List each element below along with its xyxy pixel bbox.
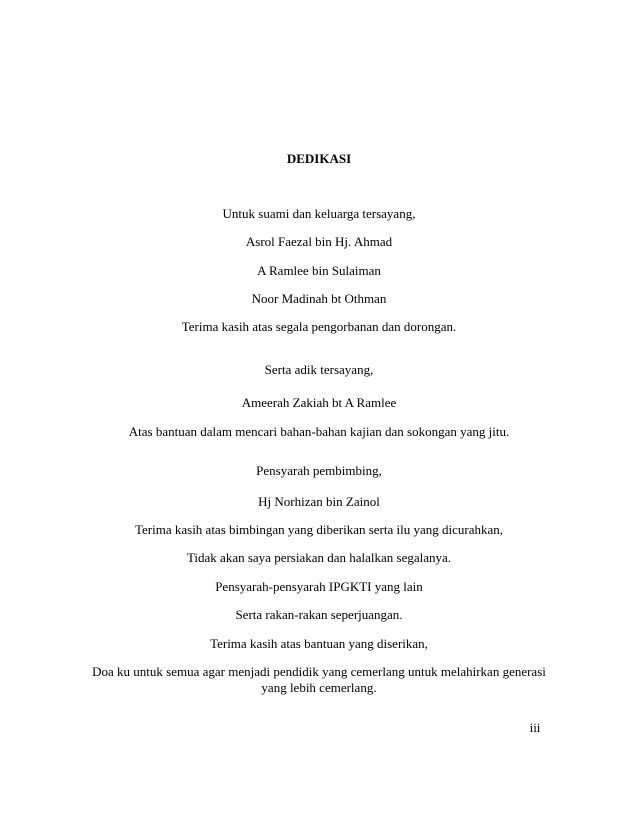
dedication-line: Tidak akan saya persiakan dan halalkan segalanya. [186,550,452,565]
dedication-line: Asrol Faezal bin Hj. Ahmad [245,234,393,249]
dedication-line: Ameerah Zakiah bt A Ramlee [241,395,397,410]
dedication-line: Pensyarah pembimbing, [256,463,382,478]
dedication-line: Untuk suami dan keluarga tersayang, [222,206,416,221]
dedication-line: Hj Norhizan bin Zainol [258,494,380,509]
dedication-line: A Ramlee bin Sulaiman [257,263,381,278]
dedication-line: Serta rakan-rakan seperjuangan. [235,607,403,622]
dedication-line: Noor Madinah bt Othman [251,291,387,306]
page-number: iii [529,720,541,735]
dedication-line: Doa ku untuk semua agar menjadi pendidik yang cemerlang untuk melahirkan generasi [92,664,546,679]
dedication-line: yang lebih cemerlang. [261,680,377,695]
dedication-line: Terima kasih atas segala pengorbanan dan dorongan. [181,319,457,334]
dedication-line: Atas bantuan dalam mencari bahan-bahan kajian dan sokongan yang jitu. [128,424,510,439]
dedication-line: Terima kasih atas bantuan yang diserikan, [210,636,428,651]
dedication-line: Terima kasih atas bimbingan yang diberikan serta ilu yang dicurahkan, [134,522,504,537]
dedication-line: Serta adik tersayang, [264,362,374,377]
page-title: DEDIKASI [286,151,352,166]
dedication-line: Pensyarah-pensyarah IPGKTI yang lain [215,579,423,594]
